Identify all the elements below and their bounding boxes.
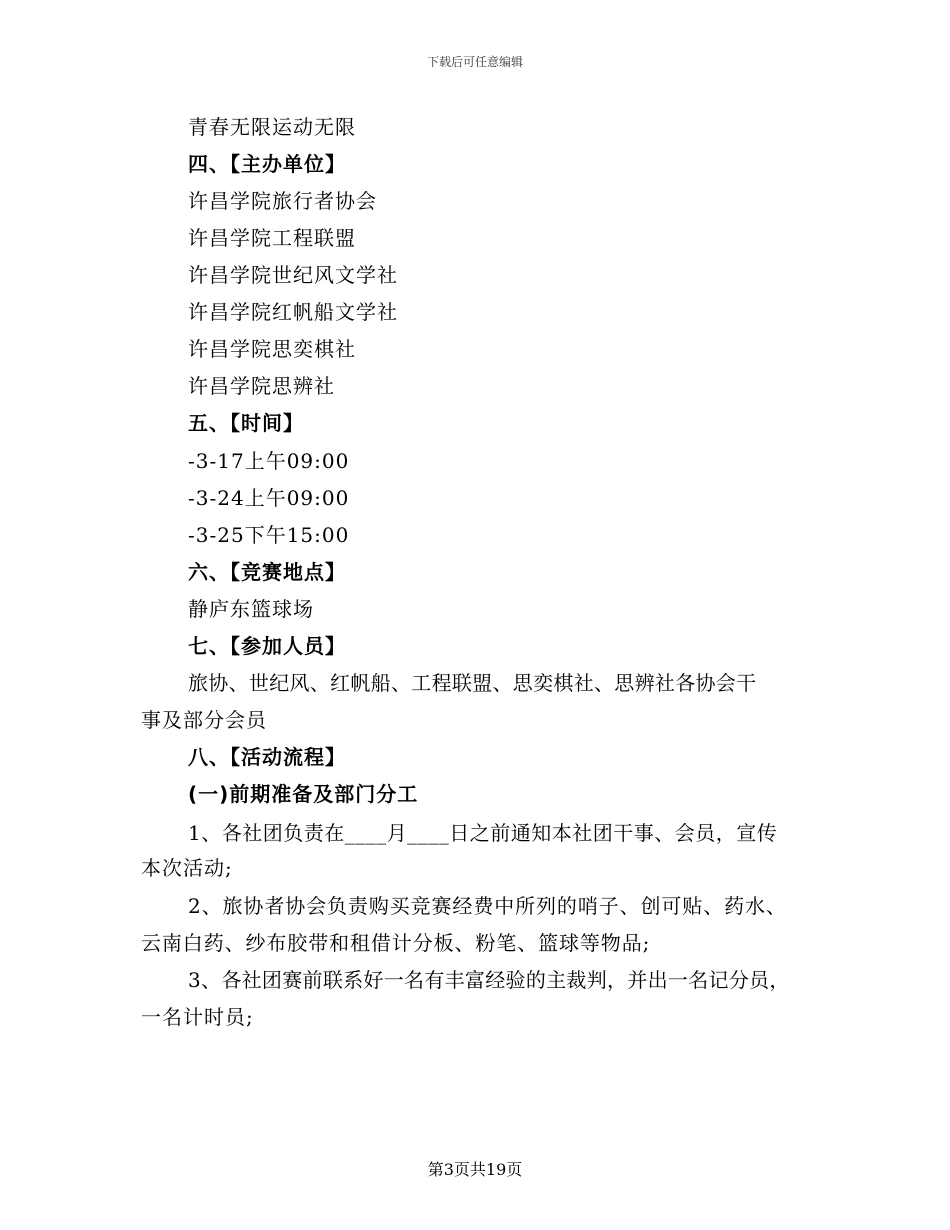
page-number: 第3页共19页 <box>427 1160 523 1179</box>
item-3-line-1: 3、各社团赛前联系好一名有丰富经验的主裁判，并出一名记分员， <box>188 968 790 992</box>
item-2-line-2: 云南白药、纱布胶带和租借计分板、粉笔、篮球等物品; <box>141 931 651 955</box>
item-3-line-2: 一名计时员; <box>141 1005 254 1029</box>
section-6-title: 六、【竞赛地点】 <box>188 560 346 584</box>
section-7-title: 七、【参加人员】 <box>188 634 346 658</box>
section-4-title: 四、【主办单位】 <box>188 152 346 176</box>
item-1-line-1: 1、各社团负责在____月____日之前通知本社团干事、会员，宣传 <box>188 821 778 845</box>
section-8-title: 八、【活动流程】 <box>188 745 346 769</box>
org-item: 许昌学院红帆船文学社 <box>188 300 398 324</box>
participants-line-2: 事及部分会员 <box>141 708 267 732</box>
section-5-title: 五、【时间】 <box>188 411 304 435</box>
org-item: 许昌学院世纪风文学社 <box>188 263 398 287</box>
participants-line-1: 旅协、世纪风、红帆船、工程联盟、思奕棋社、思辨社各协会干 <box>188 671 757 695</box>
subsection-1-title: (一)前期准备及部门分工 <box>188 782 419 806</box>
time-item: -3-24上午09:00 <box>188 486 350 510</box>
org-item: 许昌学院工程联盟 <box>188 226 356 250</box>
venue: 静庐东篮球场 <box>188 597 314 621</box>
page-header-note: 下载后可任意编辑 <box>426 55 523 69</box>
item-2-line-1: 2、旅协者协会负责购买竞赛经费中所列的哨子、创可贴、药水、 <box>188 894 787 918</box>
item-1-line-2: 本次活动; <box>141 856 233 880</box>
time-item: -3-25下午15:00 <box>188 523 350 547</box>
org-item: 许昌学院旅行者协会 <box>188 189 377 213</box>
org-item: 许昌学院思辨社 <box>188 374 335 398</box>
time-item: -3-17上午09:00 <box>188 449 350 473</box>
org-item: 许昌学院思奕棋社 <box>188 337 356 361</box>
slogan: 青春无限运动无限 <box>188 115 356 139</box>
